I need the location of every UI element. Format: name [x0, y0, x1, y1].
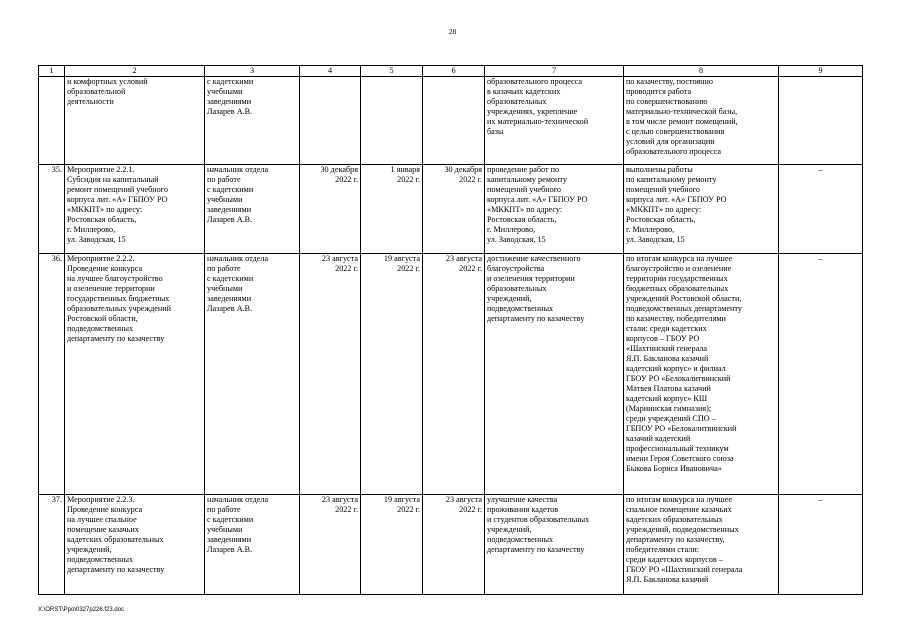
actual-result-text: по итогам конкурса на лучшее благоустройство и озеленение территории государственных бюджетных образовательных учреждений Ростовской области, подведомственных департаменту по казачеству, победителями стали: среди кадетских корпусов – ГБОУ РО «Шахтинский генерала Я.П. Бакланова казачий кадетский корпус» и филиал ГБОУ РО «Белокалитвинский Матвея Платова казачий кадетский корпус» КШ (Мариинская гимназия); среди учреждений СПО – ГБПОУ РО «Белокалитвинский казачий кадетский профессиональный техникум имени Героя Советского союза Быкова Бориса Ивановича» [626, 254, 742, 473]
table-row [39, 165, 863, 254]
note-cell: – [779, 495, 863, 595]
note-cell: – [779, 165, 863, 254]
event-text: Мероприятие 2.2.1. Субсидия на капитальный ремонт помещений учебного корпуса лит. «А» ГБПОУ РО «МККПТ» по адресу: Ростовская область, г. Миллерово, ул. Заводская, 15 [67, 165, 169, 244]
start-date-cell [300, 495, 361, 595]
column-header: 2 [65, 66, 205, 77]
event-cell [65, 77, 205, 165]
end-date-text: 19 августа 2022 г. [383, 495, 420, 514]
actual-result-cell [624, 165, 779, 254]
start-date-cell [300, 165, 361, 254]
executor-cell [205, 77, 300, 165]
event-cell [65, 495, 205, 595]
end-date-text: 1 января 2022 г. [390, 165, 420, 184]
expected-result-cell [485, 165, 624, 254]
executor-cell [205, 165, 300, 254]
column-header: 8 [624, 66, 779, 77]
finish-date-cell [423, 165, 485, 254]
table-row [39, 254, 863, 495]
row-number: 35. [39, 165, 65, 254]
file-path-footer: X:\ORST\Ppo\0327p226.f23.doc [38, 607, 125, 613]
column-header: 7 [485, 66, 624, 77]
plan-table [38, 65, 863, 595]
actual-result-text: выполнены работы по капитальному ремонту помещений учебного корпуса лит. «А» ГБПОУ РО «МККПТ» по адресу: Ростовская область, г. Миллерово, ул. Заводская, 15 [626, 165, 727, 244]
start-date-text: 30 декабря 2022 г. [320, 165, 358, 184]
actual-result-cell [624, 254, 779, 495]
row-number [39, 77, 65, 165]
actual-result-text: по итогам конкурса на лучшее спальное помещение казачьих кадетских образовательных учреждений, подведомственных департаменту по казачеству, победителями стали: среди кадетских корпусов – ГБОУ РО «Шахтинский генерала Я.П. Бакланова казачий [626, 495, 743, 584]
executor-cell [205, 254, 300, 495]
expected-result-text: улучшение качества проживания кадетов и студентов образовательных учреждений, подведомственных департаменту по казачеству [487, 495, 590, 554]
column-header: 6 [423, 66, 485, 77]
event-cell [65, 165, 205, 254]
column-header: 9 [779, 66, 863, 77]
executor-text: начальник отдела по работе с кадетскими учебными заведениями Лазарев А.В. [207, 254, 269, 313]
page-number: 28 [448, 27, 457, 36]
finish-date-cell [423, 254, 485, 495]
expected-result-cell [485, 495, 624, 595]
event-text: Мероприятие 2.2.2. Проведение конкурса на лучшее благоустройство и озеленение территории государственных бюджетных образовательных учреждений Ростовской области, подведомственных департаменту по казачеству [67, 254, 172, 343]
finish-date-text: 23 августа 2022 г. [445, 254, 482, 273]
expected-result-text: достижение качественного благоустройства и озеленения территории образовательных учреждений, подведомственных департаменту по казачеству [487, 254, 585, 323]
expected-result-cell [485, 254, 624, 495]
start-date-cell [300, 254, 361, 495]
actual-result-cell [624, 495, 779, 595]
expected-result-text: образовательного процесса в казачьих кадетских образовательных учреждениях, укрепление их материально-технической базы [487, 77, 589, 136]
finish-date-cell [423, 77, 485, 165]
table-row [39, 77, 863, 165]
event-text: и комфортных условий образовательной деятельности [67, 77, 148, 106]
finish-date-cell [423, 495, 485, 595]
executor-cell [205, 495, 300, 595]
expected-result-text: проведение работ по капитальному ремонту помещений учебного корпуса лит. «А» ГБПОУ РО «МККПТ» по адресу: Ростовская область, г. Миллерово, ул. Заводская, 15 [487, 165, 588, 244]
actual-result-text: по казачеству, постоянно проводится работа по совершенствованию материально-технической базы, в том числе ремонт помещений, с целью совершенствования условий для организации образовательного процесса [626, 77, 738, 156]
row-number: 37. [39, 495, 65, 595]
column-header: 3 [205, 66, 300, 77]
note-cell [779, 77, 863, 165]
start-date-cell [300, 77, 361, 165]
finish-date-text: 23 августа 2022 г. [445, 495, 482, 514]
end-date-text: 19 августа 2022 г. [383, 254, 420, 273]
start-date-text: 23 августа 2022 г. [321, 495, 358, 514]
finish-date-text: 30 декабря 2022 г. [444, 165, 482, 184]
column-header: 4 [300, 66, 361, 77]
end-date-cell [361, 165, 423, 254]
column-header: 5 [361, 66, 423, 77]
executor-text: начальник отдела по работе с кадетскими учебными заведениями Лазарев А.В. [207, 495, 269, 554]
start-date-text: 23 августа 2022 г. [321, 254, 358, 273]
expected-result-cell [485, 77, 624, 165]
header-row [39, 66, 863, 77]
end-date-cell [361, 495, 423, 595]
actual-result-cell [624, 77, 779, 165]
table-row [39, 495, 863, 595]
note-cell: – [779, 254, 863, 495]
event-text: Мероприятие 2.2.3. Проведение конкурса на лучшее спальное помещение казачьих кадетских образовательных учреждений, подведомственных департаменту по казачеству [67, 495, 165, 574]
column-header: 1 [39, 66, 65, 77]
end-date-cell [361, 254, 423, 495]
executor-text: начальник отдела по работе с кадетскими учебными заведениями Лазарев А.В. [207, 165, 269, 224]
end-date-cell [361, 77, 423, 165]
event-cell [65, 254, 205, 495]
row-number: 36. [39, 254, 65, 495]
executor-text: с кадетскими учебными заведениями Лазарев А.В. [207, 77, 254, 116]
